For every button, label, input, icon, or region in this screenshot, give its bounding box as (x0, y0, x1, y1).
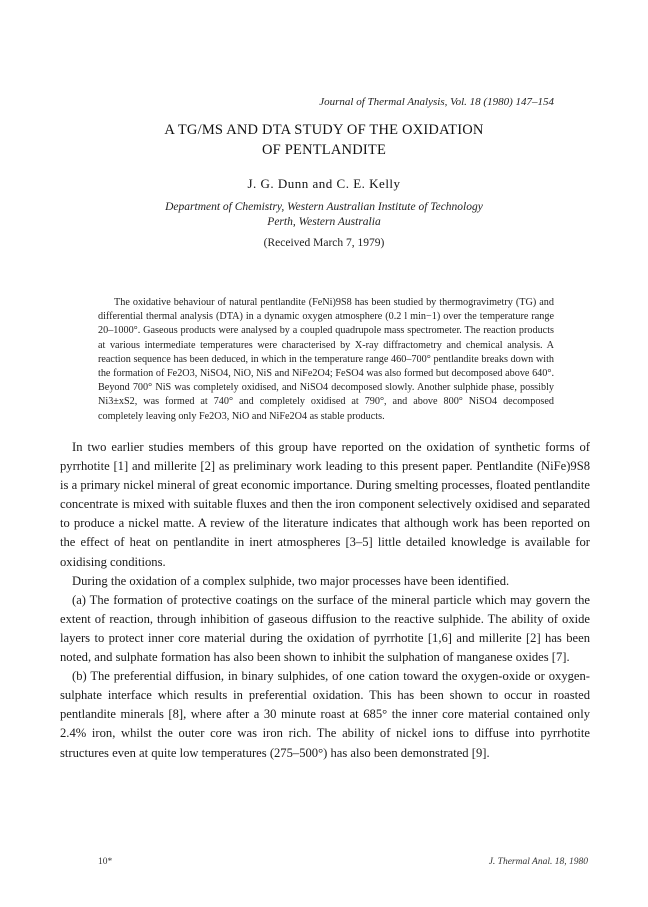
journal-citation: Journal of Thermal Analysis, Vol. 18 (1980) 147–154 (319, 96, 554, 108)
authors: J. G. Dunn and C. E. Kelly (247, 176, 401, 191)
affiliation (0, 200, 648, 230)
footer-journal-ref: J. Thermal Anal. 18, 1980 (488, 857, 588, 867)
body-paragraph-2: During the oxidation of a complex sulphide, two major processes have been identified. (72, 573, 510, 588)
title-line-2: OF PENTLANDITE (261, 142, 387, 158)
body-paragraph-4: (b) The preferential diffusion, in binary sulphides, of one cation toward the oxygen-oxide or oxygen-sulphate interface which results in preferential oxidation. This has been shown to occur in roasted pentlandite minerals [8], where after a 30 minute roast at 685° the inner core material contained only 2.4% iron, whilst the outer core was iron rich. The ability of nickel ions to diffuse into pyrrhotite structures even at quite low temperatures (275–500°) has also been demonstrated [9]. (60, 669, 590, 760)
body-paragraph-1: In two earlier studies members of this group have reported on the oxidation of synthetic forms of pyrrhotite [1] and millerite [2] as preliminary work leading to this present paper. Pentlandite (NiFe)9S8 is a primary nickel mineral of great economic importance. During smelting processes, floated pentlandite concentrate is mixed with suitable fluxes and then the iron component selectively oxidised and separated to produce a nickel matte. A review of the literature indicates that although work has been reported on the effect of heat on pentlandite in inert atmospheres [3–5] little detailed knowledge is available for oxidising conditions. (60, 440, 590, 569)
body-paragraph-3: (a) The formation of protective coatings on the surface of the mineral particle which may govern the extent of reaction, through inhibition of gaseous diffusion to the reactive sulphide. The ability of oxide layers to protect inner core material during the oxidation of pyrrhotite [1,6] and millerite [2] has been noted, and sulphate formation has also been shown to inhibit the sulphation of manganese oxides [7]. (60, 592, 590, 665)
affiliation-line-2: Perth, Western Australia (267, 216, 381, 228)
article-title (0, 120, 648, 160)
title-line-1: A TG/MS AND DTA STUDY OF THE OXIDATION (164, 122, 484, 138)
received-date: (Received March 7, 1979) (263, 237, 385, 249)
affiliation-line-1: Department of Chemistry, Western Australian Institute of Technology (165, 201, 483, 213)
body-text (60, 438, 590, 763)
page-mark: 10* (98, 857, 113, 867)
abstract: The oxidative behaviour of natural pentlandite (FeNi)9S8 has been studied by thermogravimetry (TG) and differential thermal analysis (DTA) in a dynamic oxygen atmosphere (0.2 l min−1) over the temperature range 20–1000°. Gaseous products were analysed by a coupled quadrupole mass spectrometer. The reaction products at various intermediate temperatures were characterised by X-ray diffractometry and chemical analysis. A reaction sequence has been deduced, in which in the temperature range 460–700° pentlandite breaks down with the formation of Fe2O3, NiSO4, NiO, NiS and NiFe2O4; FeSO4 was also formed but decomposed above 640°. Beyond 700° NiS was completely oxidised, and NiSO4 decomposed slowly. Another sulphide phase, possibly Ni3±xS2, was formed at 740° and completely oxidised at 790°, and above 800° NiSO4 decomposed completely leaving only Fe2O3, NiO and NiFe2O4 as stable products. (98, 297, 554, 422)
